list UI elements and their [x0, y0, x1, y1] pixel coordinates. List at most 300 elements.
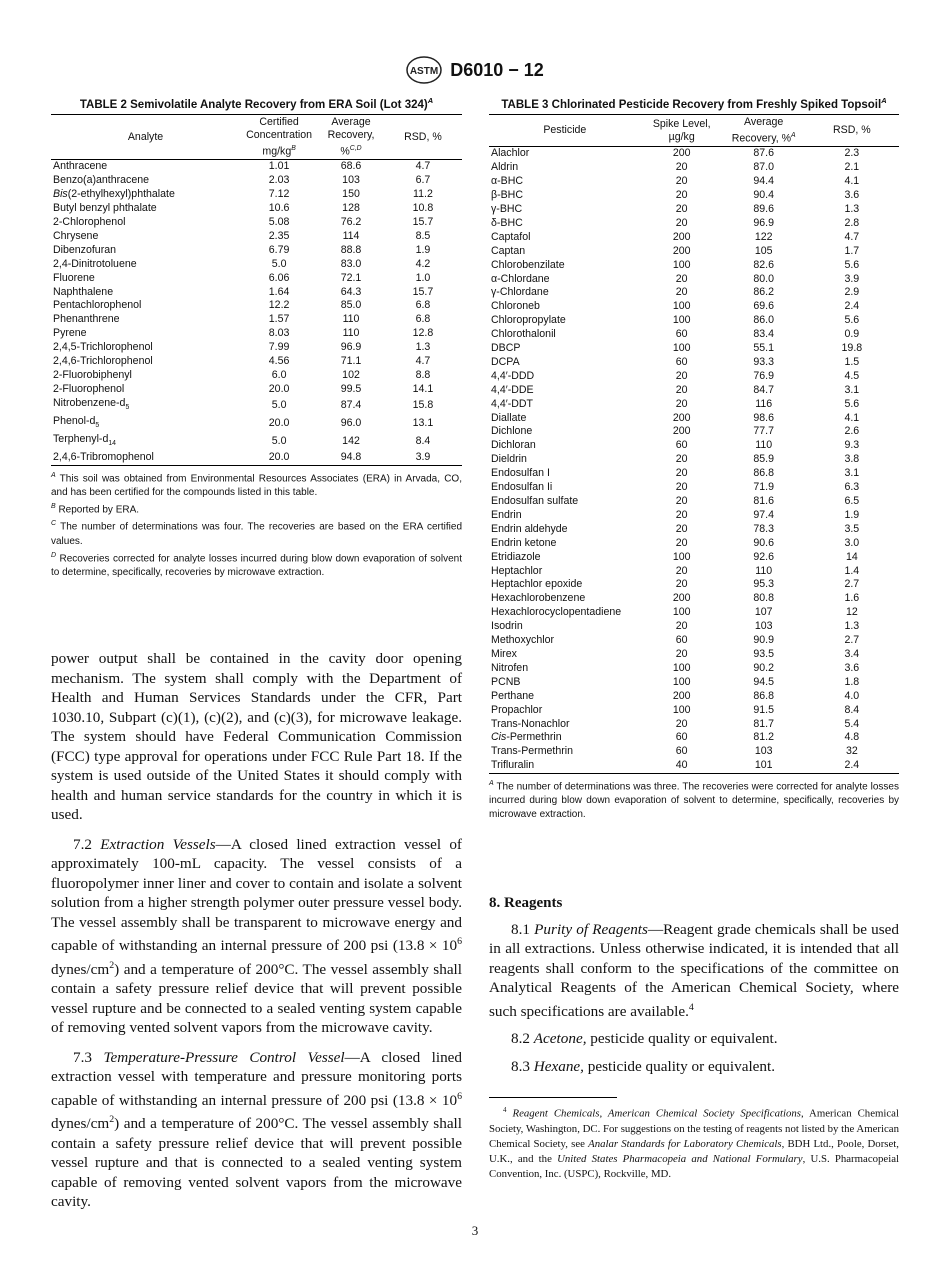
- table3-value-cell: 20: [675, 717, 688, 730]
- table2-value-cell: 64.3: [340, 285, 362, 298]
- table3-row: [489, 759, 899, 773]
- table3-value-cell: 78.3: [753, 522, 774, 535]
- table2-row: [51, 202, 462, 216]
- table2-value-cell: 1.64: [268, 285, 290, 298]
- table3-row: [489, 467, 899, 481]
- table3-name-cell: Dieldrin: [491, 453, 527, 466]
- page-header: [0, 56, 950, 84]
- table3-name-cell: Mirex: [491, 647, 517, 660]
- right-body-text: [489, 894, 899, 1076]
- table3-value-cell: 100: [672, 661, 691, 674]
- table3-value-cell: 12: [845, 606, 858, 619]
- table3-value-cell: 200: [672, 411, 691, 424]
- table3-name-cell: Endrin: [491, 508, 522, 521]
- table3-row: [489, 412, 899, 426]
- table2-value-cell: 15.7: [412, 215, 434, 228]
- table2-value-cell: 110: [342, 327, 360, 340]
- table2-header-analyte: Analyte: [51, 114, 240, 160]
- table3-value-cell: 20: [675, 481, 688, 494]
- table3-value-cell: 20: [675, 272, 688, 285]
- table3-value-cell: 14: [845, 550, 858, 563]
- table3-value-cell: 80.8: [753, 592, 774, 605]
- table3-value-cell: 86.8: [753, 689, 774, 702]
- table3-value-cell: 98.6: [753, 411, 774, 424]
- table2-value-cell: 110: [342, 313, 360, 326]
- table3-row: [489, 425, 899, 439]
- table3-value-cell: 3.6: [844, 189, 860, 202]
- table3-name-cell: Hexachlorobenzene: [491, 592, 586, 605]
- table2-value-cell: 150: [342, 188, 360, 201]
- table2-value-cell: 1.01: [268, 160, 290, 173]
- table3-value-cell: 83.4: [753, 328, 774, 341]
- table3-value-cell: 20: [675, 397, 688, 410]
- table2-value-cell: 1.3: [415, 341, 431, 354]
- table3-value-cell: 3.6: [844, 661, 860, 674]
- table3-row: [489, 398, 899, 412]
- table3-value-cell: 110: [755, 564, 773, 577]
- table2-value-cell: 87.4: [340, 398, 362, 411]
- table2-value-cell: 114: [342, 229, 360, 242]
- table3-row: [489, 286, 899, 300]
- footnote-4: $^4$ Reagent Chemicals, American Chemical Society Specifications, American Chemical Society, Washington, DC. For suggestions on the testing of reagents not listed by the American Chemical Society, see Analar Standards for Laboratory Chemicals, BDH Ltd., Poole, Dorset, U.K., and the United States Pharmacopeia and National Formulary, U.S. Pharmacopeial Convention, Inc. (USPC), Rockville, MD.: [489, 1106, 900, 1180]
- table3-name-cell: Propachlor: [491, 703, 543, 716]
- table3-row: [489, 495, 899, 509]
- table3-name-cell: Dichloran: [491, 439, 536, 452]
- table3-row: [489, 439, 899, 453]
- table3-value-cell: 2.1: [844, 161, 860, 174]
- table2-value-cell: 88.8: [340, 243, 362, 256]
- table3-value-cell: 200: [672, 244, 691, 257]
- table2-name-cell: 2,4,6-Trichlorophenol: [53, 355, 153, 368]
- table3-value-cell: 5.4: [844, 717, 860, 730]
- table2-value-cell: 13.1: [412, 416, 434, 429]
- table3-name-cell: Etridiazole: [491, 550, 541, 563]
- table3-value-cell: 20: [675, 508, 688, 521]
- table3-value-cell: 81.2: [753, 731, 774, 744]
- table3-value-cell: 1.4: [844, 564, 860, 577]
- table3-value-cell: 100: [672, 314, 691, 327]
- table3-value-cell: 91.5: [753, 703, 774, 716]
- table2-row: [51, 341, 462, 355]
- table3-value-cell: 116: [755, 397, 773, 410]
- table3-value-cell: 101: [723, 759, 805, 773]
- table2-value-cell: 5.0: [271, 434, 287, 447]
- paragraph-8-2: 8.2 Acetone, pesticide quality or equivalent.: [511, 1030, 778, 1048]
- table3-row: [489, 690, 899, 704]
- table3-value-cell: 8.4: [844, 703, 860, 716]
- table3-value-cell: 32: [845, 745, 858, 758]
- table3-header-pesticide: Pesticide: [489, 114, 641, 147]
- footnote-rule: [489, 1097, 617, 1098]
- table3-name-cell: Heptachlor: [491, 564, 543, 577]
- table3-row: [489, 217, 899, 231]
- table2-name-cell: 2,4,6-Tribromophenol: [51, 451, 240, 465]
- table3-row: [489, 328, 899, 342]
- table2-row: [51, 415, 462, 433]
- table2-footnote: $^C$ The number of determinations was four. The recoveries are based on the ERA certified values.: [51, 520, 462, 547]
- table3-value-cell: 122: [754, 230, 773, 243]
- table3-name-cell: Alachlor: [491, 147, 530, 160]
- astm-logo-icon: [406, 56, 442, 84]
- table3-name-cell: Cis-Permethrin: [491, 731, 562, 744]
- table3-value-cell: 90.4: [753, 189, 774, 202]
- table3-name-cell: DCPA: [491, 355, 520, 368]
- table2-row: [51, 451, 462, 465]
- table3-row: [489, 592, 899, 606]
- table2-footnote: $^A$ This soil was obtained from Environmental Resources Associates (ERA) in Arvada, CO, and has been certified for the compounds listed in this table.: [51, 471, 462, 499]
- table3-row: [489, 523, 899, 537]
- table3-name-cell: Aldrin: [491, 161, 519, 174]
- table3-value-cell: 69.6: [753, 300, 774, 313]
- table3-name-cell: Trans-Permethrin: [491, 745, 574, 758]
- table3-row: [489, 676, 899, 690]
- table3-value-cell: 20: [675, 175, 688, 188]
- table3-value-cell: 110: [755, 439, 773, 452]
- table3-value-cell: 5.6: [844, 258, 860, 271]
- table3-value-cell: 1.7: [844, 244, 860, 257]
- table2-name-cell: Dibenzofuran: [53, 243, 117, 256]
- table3-name-cell: Endosulfan Ii: [491, 481, 553, 494]
- table3-row: [489, 578, 899, 592]
- table2-footnote: $^D$ Recoveries corrected for analyte losses incurred during blow down evaporation of solvent to determine, specifically, recoveries by microwave extraction.: [51, 551, 462, 579]
- table3-value-cell: 19.8: [841, 342, 863, 355]
- table3-value-cell: 60: [675, 355, 688, 368]
- table3-value-cell: 200: [672, 230, 691, 243]
- table3-row: [489, 273, 899, 287]
- paragraph-7-3: 7.3 Temperature-Pressure Control Vessel—A closed lined extraction vessel with temperature and pressure monitoring ports capable of withstanding an internal pressure of 200 psi ($13.8 \times 10^6$ dynes/$cm^2$) and a temperature of 200°C. The vessel assembly shall contain a safety pressure relief device that will prevent possible vessel rupture and that is connected to a sealed venting system capable of removing vented solvent vapors from the microwave cavity.: [51, 1048, 463, 1211]
- table2-body: [51, 160, 462, 465]
- table3-value-cell: 20: [675, 189, 688, 202]
- table2-value-cell: 103: [342, 174, 360, 187]
- table3-value-cell: 1.5: [844, 355, 860, 368]
- left-column: [51, 94, 463, 1211]
- table3-name-cell: Captafol: [491, 230, 531, 243]
- table2-value-cell: 6.7: [415, 174, 431, 187]
- table3-value-cell: 90.9: [753, 634, 774, 647]
- table3-row: [489, 175, 899, 189]
- table2-value-cell: 96.9: [340, 341, 362, 354]
- table3-value-cell: 100: [672, 258, 691, 271]
- svg-text:ASTM: ASTM: [410, 66, 439, 77]
- table3-value-cell: 97.4: [753, 508, 774, 521]
- table3-value-cell: 1.8: [844, 675, 860, 688]
- table2-header-rsd: RSD, %: [384, 114, 462, 160]
- table2-value-cell: 12.8: [412, 327, 434, 340]
- table2: [51, 114, 462, 466]
- table2-value-cell: 20.0: [268, 416, 290, 429]
- table3-value-cell: 100: [672, 606, 691, 619]
- table3-name-cell: Methoxychlor: [491, 634, 554, 647]
- table2-value-cell: 4.56: [268, 355, 290, 368]
- table2-value-cell: 6.8: [415, 299, 431, 312]
- table2-value-cell: 8.03: [268, 327, 290, 340]
- table3-value-cell: 200: [672, 147, 691, 160]
- table3-name-cell: Endrin ketone: [491, 536, 557, 549]
- table3-value-cell: 87.0: [753, 161, 774, 174]
- table2-header-certified: Certified Concentration $mg/kg^B$: [240, 114, 318, 160]
- table2-value-cell: 10.6: [268, 202, 290, 215]
- table3-value-cell: 2.9: [844, 286, 860, 299]
- table3-value-cell: 100: [672, 550, 691, 563]
- table3-name-cell: γ-Chlordane: [491, 286, 549, 299]
- table3-name-cell: PCNB: [491, 675, 521, 688]
- table3-name-cell: DBCP: [491, 342, 521, 355]
- table2-value-cell: 128: [342, 202, 360, 215]
- table2-row: [51, 216, 462, 230]
- table3-row: [489, 189, 899, 203]
- table3-value-cell: 3.5: [844, 522, 860, 535]
- table3-value-cell: 81.6: [753, 495, 774, 508]
- table3-name-cell: Hexachlorocyclopentadiene: [491, 606, 622, 619]
- table3-row: [489, 342, 899, 356]
- table3-row: [489, 481, 899, 495]
- table3-value-cell: 93.5: [753, 647, 774, 660]
- table2-row: [51, 286, 462, 300]
- table2-footnotes: [51, 469, 462, 580]
- table3-value-cell: 90.6: [753, 536, 774, 549]
- table3-value-cell: 4.8: [844, 731, 860, 744]
- table3-value-cell: 6.5: [844, 495, 860, 508]
- document-id: D6010 − 12: [450, 59, 544, 80]
- table3-name-cell: Endrin aldehyde: [491, 522, 568, 535]
- table3-value-cell: 4.0: [844, 689, 860, 702]
- table2-value-cell: 83.0: [340, 257, 362, 270]
- table3-name-cell: Dichlone: [491, 425, 533, 438]
- table2-value-cell: 8.5: [415, 229, 431, 242]
- table3-value-cell: 3.1: [844, 467, 860, 480]
- table3-value-cell: 0.9: [844, 328, 860, 341]
- table2-value-cell: 1.57: [268, 313, 290, 326]
- table2-value-cell: 94.8: [318, 451, 384, 465]
- table2-name-cell: Nitrobenzene-$d_5$: [53, 396, 130, 411]
- table2-value-cell: 6.0: [271, 368, 287, 381]
- table2-name-cell: Bis(2-ethylhexyl)phthalate: [53, 188, 175, 201]
- table3-value-cell: 200: [672, 425, 691, 438]
- table2-name-cell: 2-Fluorobiphenyl: [53, 368, 132, 381]
- table3-row: [489, 537, 899, 551]
- table2-row: [51, 258, 462, 272]
- table3-value-cell: 87.6: [753, 147, 774, 160]
- table2-name-cell: Chrysene: [53, 229, 99, 242]
- table3-name-cell: 4,4′-DDE: [491, 383, 534, 396]
- table2-value-cell: 20.0: [268, 382, 290, 395]
- left-body-text: [51, 649, 462, 1212]
- table2-name-cell: 2-Fluorophenol: [53, 382, 125, 395]
- table3-row: [489, 300, 899, 314]
- table2-name-cell: 2-Chlorophenol: [53, 215, 126, 228]
- table3-value-cell: 103: [754, 620, 773, 633]
- table2-value-cell: 4.7: [415, 355, 431, 368]
- table2-value-cell: 2.03: [268, 174, 290, 187]
- table3-value-cell: 2.3: [844, 147, 860, 160]
- table3-footnote: $^A$ The number of determinations was three. The recoveries were corrected for analyte losses incurred during blow down evaporation of solvent to determine, specifically, recoveries by microwave extraction.: [489, 780, 899, 821]
- table3-name-cell: β-BHC: [491, 189, 523, 202]
- table3-row: [489, 731, 899, 745]
- table2-row: [51, 174, 462, 188]
- table2-row: [51, 160, 462, 174]
- paragraph-7-2: 7.2 Extraction Vessels—A closed lined extraction vessel of approximately 100-mL capacity. The vessel consists of a fluoropolymer inner liner and cover to contain and isolate a solvent solution from a higher strength polymer outer pressure vessel body. The vessel assembly shall be transparent to microwave energy and capable of withstanding an internal pressure of 200 psi ($13.8 \times 10^6$ dynes/$cm^2$) and a temperature of 200°C. The vessel assembly shall contain a safety pressure relief device that will prevent possible vessel rupture and be connected to a sealed venting system capable of removing vented solvent vapors from the microwave cavity.: [51, 835, 462, 1037]
- table3-value-cell: 77.7: [753, 425, 774, 438]
- table3-row: [489, 662, 899, 676]
- table2-row: [51, 230, 462, 244]
- table2-row: [51, 188, 462, 202]
- table2-value-cell: 4.2: [415, 257, 431, 270]
- table3-value-cell: 2.7: [844, 634, 860, 647]
- table3-row: [489, 259, 899, 273]
- table3-value-cell: 20: [675, 383, 688, 396]
- table2-name-cell: Pyrene: [53, 327, 87, 340]
- table2-name-cell: Naphthalene: [53, 285, 114, 298]
- table3-name-cell: δ-BHC: [491, 216, 523, 229]
- table3-header-rsd: RSD, %: [805, 114, 899, 147]
- table3-value-cell: 107: [754, 606, 773, 619]
- table3-row: [489, 565, 899, 579]
- table3-value-cell: 82.6: [753, 258, 774, 271]
- table3-value-cell: 96.9: [753, 216, 774, 229]
- table3-caption: TABLE 3 Chlorinated Pesticide Recovery from Freshly Spiked Topsoil$^A$: [501, 96, 887, 111]
- table3-value-cell: 20: [675, 467, 688, 480]
- table3-value-cell: 86.8: [753, 467, 774, 480]
- table3-name-cell: Chloroneb: [491, 300, 540, 313]
- table3-row: [489, 203, 899, 217]
- table3-value-cell: 60: [675, 439, 688, 452]
- table3-name-cell: Captan: [491, 244, 526, 257]
- table3-name-cell: Nitrofen: [491, 661, 529, 674]
- table2-row: [51, 327, 462, 341]
- table3-value-cell: 20: [675, 522, 688, 535]
- table3-value-cell: 20: [675, 495, 688, 508]
- table2-name-cell: Pentachlorophenol: [53, 299, 142, 312]
- table3-value-cell: 80.0: [753, 272, 774, 285]
- table2-value-cell: 8.4: [415, 434, 431, 447]
- table3-value-cell: 20: [675, 620, 688, 633]
- table3-value-cell: 71.9: [753, 481, 774, 494]
- table2-value-cell: 1.9: [415, 243, 431, 256]
- right-column: [489, 94, 900, 1075]
- table3-name-cell: Trifluralin: [489, 759, 641, 773]
- table3-value-cell: 2.6: [844, 425, 860, 438]
- table2-value-cell: 7.99: [268, 341, 290, 354]
- table3-row: [489, 704, 899, 718]
- table3-row: [489, 745, 899, 759]
- table3-value-cell: 1.9: [844, 508, 860, 521]
- table3-value-cell: 2.7: [844, 578, 860, 591]
- table3-value-cell: 100: [672, 675, 691, 688]
- table3-value-cell: 200: [672, 592, 691, 605]
- table3-value-cell: 100: [672, 300, 691, 313]
- table2-name-cell: Fluorene: [53, 271, 95, 284]
- table3-value-cell: 100: [672, 342, 691, 355]
- table3-name-cell: Chlorothalonil: [491, 328, 556, 341]
- table2-value-cell: 6.06: [268, 271, 290, 284]
- table3-value-cell: 100: [672, 703, 691, 716]
- table2-row: [51, 244, 462, 258]
- table3-name-cell: α-BHC: [491, 175, 524, 188]
- table2-value-cell: 8.8: [415, 368, 431, 381]
- table3-value-cell: 60: [675, 731, 688, 744]
- table3-value-cell: 20: [675, 536, 688, 549]
- table3-value-cell: 1.3: [844, 202, 860, 215]
- table2-row: [51, 355, 462, 369]
- table3-value-cell: 2.4: [805, 759, 899, 773]
- table3-row: [489, 551, 899, 565]
- table3-name-cell: Chloropropylate: [491, 314, 566, 327]
- table3-value-cell: 89.6: [753, 202, 774, 215]
- table2-value-cell: 76.2: [340, 215, 362, 228]
- table3-value-cell: 95.3: [753, 578, 774, 591]
- table2-value-cell: 11.2: [413, 188, 433, 201]
- table3-row: [489, 245, 899, 259]
- table2-value-cell: 142: [342, 434, 360, 447]
- table3-value-cell: 84.7: [753, 383, 774, 396]
- table3-row: [489, 634, 899, 648]
- table3-name-cell: Diallate: [491, 411, 527, 424]
- table3-name-cell: 4,4′-DDT: [491, 397, 534, 410]
- table2-row: [51, 369, 462, 383]
- table3-value-cell: 3.8: [844, 453, 860, 466]
- page-number: 3: [471, 1223, 479, 1238]
- table2-value-cell: 5.0: [271, 398, 287, 411]
- table2-name-cell: Benzo(a)anthracene: [53, 174, 149, 187]
- table3-value-cell: 3.0: [844, 536, 860, 549]
- table3-value-cell: 60: [675, 328, 688, 341]
- table3-value-cell: 94.4: [753, 175, 774, 188]
- table2-value-cell: 12.2: [268, 299, 290, 312]
- table3-name-cell: α-Chlordane: [491, 272, 550, 285]
- table3-value-cell: 20: [675, 369, 688, 382]
- table3-value-cell: 20: [675, 647, 688, 660]
- table3-row: [489, 648, 899, 662]
- table3-value-cell: 86.0: [753, 314, 774, 327]
- table3-value-cell: 4.1: [844, 175, 860, 188]
- table2-value-cell: 4.7: [415, 160, 431, 173]
- table3-value-cell: 20: [675, 564, 688, 577]
- table2-value-cell: 7.12: [268, 188, 290, 201]
- table3-value-cell: 105: [754, 244, 773, 257]
- table2-name-cell: 2,4-Dinitrotoluene: [53, 257, 137, 270]
- table2-value-cell: 10.8: [412, 202, 434, 215]
- table3-value-cell: 60: [675, 634, 688, 647]
- table3: [489, 114, 899, 774]
- table3-body: [489, 147, 899, 774]
- table3-name-cell: Endosulfan I: [491, 467, 550, 480]
- table3-value-cell: 6.3: [844, 481, 860, 494]
- table3-header-spike: Spike Level, µg/kg: [641, 114, 723, 147]
- table3-value-cell: 5.6: [844, 397, 860, 410]
- table2-name-cell: 2,4,5-Trichlorophenol: [53, 341, 153, 354]
- table3-value-cell: 40: [641, 759, 723, 773]
- table3-name-cell: Isodrin: [491, 620, 523, 633]
- table3-row: [489, 147, 899, 161]
- table3-name-cell: 4,4′-DDD: [491, 369, 535, 382]
- table3-value-cell: 86.2: [753, 286, 774, 299]
- table2-row: [51, 397, 462, 415]
- table3-value-cell: 55.1: [753, 342, 774, 355]
- table3-row: [489, 161, 899, 175]
- table2-row: [51, 299, 462, 313]
- paragraph-8-1: 8.1 Purity of Reagents—Reagent grade chemicals shall be used in all extractions. Unless otherwise indicated, it is intended that all reagents shall conform to the specifications of the committee on Analytical Reagents of the American Chemical Society, where such specifications are available.$^4$: [489, 920, 900, 1020]
- table3-value-cell: 5.6: [844, 314, 860, 327]
- table2-row: [51, 433, 462, 451]
- table3-name-cell: γ-BHC: [491, 202, 523, 215]
- table3-value-cell: 200: [672, 689, 691, 702]
- table2-value-cell: 20.0: [240, 451, 318, 465]
- table3-row: [489, 370, 899, 384]
- table3-value-cell: 20: [675, 578, 688, 591]
- table3-name-cell: Heptachlor epoxide: [491, 578, 583, 591]
- table3-value-cell: 94.5: [753, 675, 774, 688]
- table3-value-cell: 20: [675, 161, 688, 174]
